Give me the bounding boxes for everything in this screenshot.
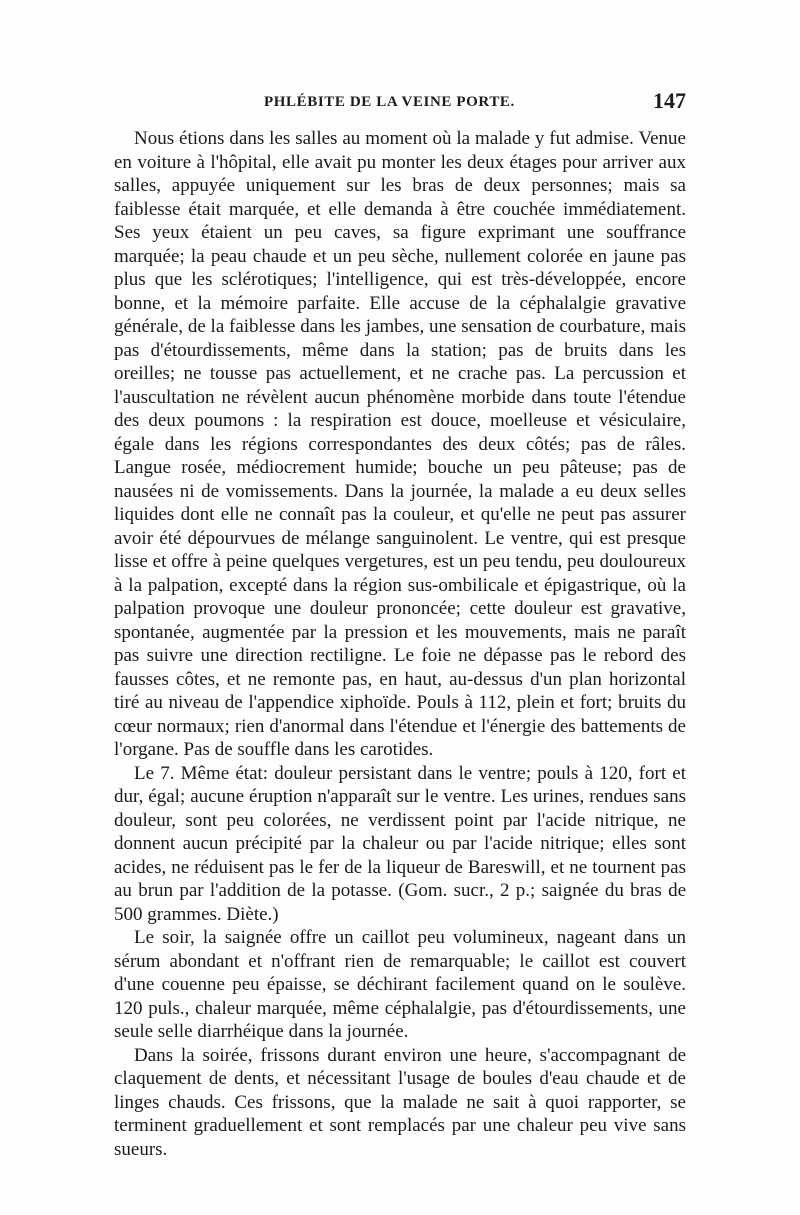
page-number: 147 <box>653 88 686 113</box>
running-header <box>114 88 686 116</box>
paragraph-2: Le 7. Même état: douleur persistant dans le ventre; pouls à 120, fort et dur, égal; aucune éruption n'apparaît sur le ventre. Les urines, rendues sans douleur, sont peu colorées, ne verdissent point par l'acide nitrique, ne donnent aucun précipité par la chaleur ou par l'acide nitrique; elles sont acides, ne réduisent pas le fer de la liqueur de Bareswill, et ne tournent pas au brun par l'addition de la potasse. (Gom. sucr., 2 p.; saignée du bras de 500 grammes. Diète.) <box>114 762 686 925</box>
paragraph-4: Dans la soirée, frissons durant environ une heure, s'accompagnant de claquement de dents, et nécessitant l'usage de boules d'eau chaude et de linges chauds. Ces frissons, que la malade ne sait à quoi rapporter, se terminent graduellement et sont remplacés par une chaleur peu vive sans sueurs. <box>114 1044 686 1160</box>
paragraph-1: Nous étions dans les salles au moment où la malade y fut admise. Venue en voiture à l'hôpital, elle avait pu monter les deux étages pour arriver aux salles, appuyée uniquement sur les bras de deux personnes; mais sa faiblesse était marquée, et elle demanda à être couchée immédiatement. Ses yeux étaient un peu caves, sa figure exprimant une souffrance marquée; la peau chaude et un peu sèche, nullement colorée en jaune pas plus que les sclérotiques; l'intelligence, qui est très-développée, encore bonne, et la mémoire parfaite. Elle accuse de la céphalalgie gravative générale, de la faiblesse dans les jambes, une sensation de courbature, mais pas d'étourdissements, même dans la station; pas de bruits dans les oreilles; ne tousse pas actuellement, et ne crache pas. La percussion et l'auscultation ne révèlent aucun phénomène morbide dans toute l'étendue des deux poumons : la respiration est douce, moelleuse et vésiculaire, égale dans les régions correspondantes des deux côtés; pas de râles. Langue rosée, médiocrement humide; bouche un peu pâteuse; pas de nausées ni de vomissements. Dans la journée, la malade a eu deux selles liquides dont elle ne connaît pas la couleur, et qu'elle ne peut pas assurer avoir été dépourvues de mélange sanguinolent. Le ventre, qui est presque lisse et offre à peine quelques vergetures, est un peu tendu, peu douloureux à la palpation, excepté dans la région sus-ombilicale et épigastrique, où la palpation provoque une douleur prononcée; cette douleur est gravative, spontanée, augmentée par la pression et les mouvements, mais ne paraît pas suivre une direction rectiligne. Le foie ne dépasse pas le rebord des fausses côtes, et ne remonte pas, en haut, au-dessus d'un plan horizontal tiré au niveau de l'appendice xiphoïde. Pouls à 112, plein et fort; bruits du cœur normaux; rien d'anormal dans l'étendue et l'énergie des battements de l'organe. Pas de souffle dans les carotides. <box>114 128 686 760</box>
body-text <box>114 127 686 1161</box>
paragraph-3: Le soir, la saignée offre un caillot peu volumineux, nageant dans un sérum abondant et n'offrant rien de remarquable; le caillot est couvert d'une couenne peu épaisse, se déchirant facilement quand on le soulève. 120 puls., chaleur marquée, même céphalalgie, pas d'étourdissements, une seule selle diarrhéique dans la journée. <box>114 927 686 1042</box>
running-title: PHLÉBITE DE LA VEINE PORTE. <box>264 94 515 110</box>
